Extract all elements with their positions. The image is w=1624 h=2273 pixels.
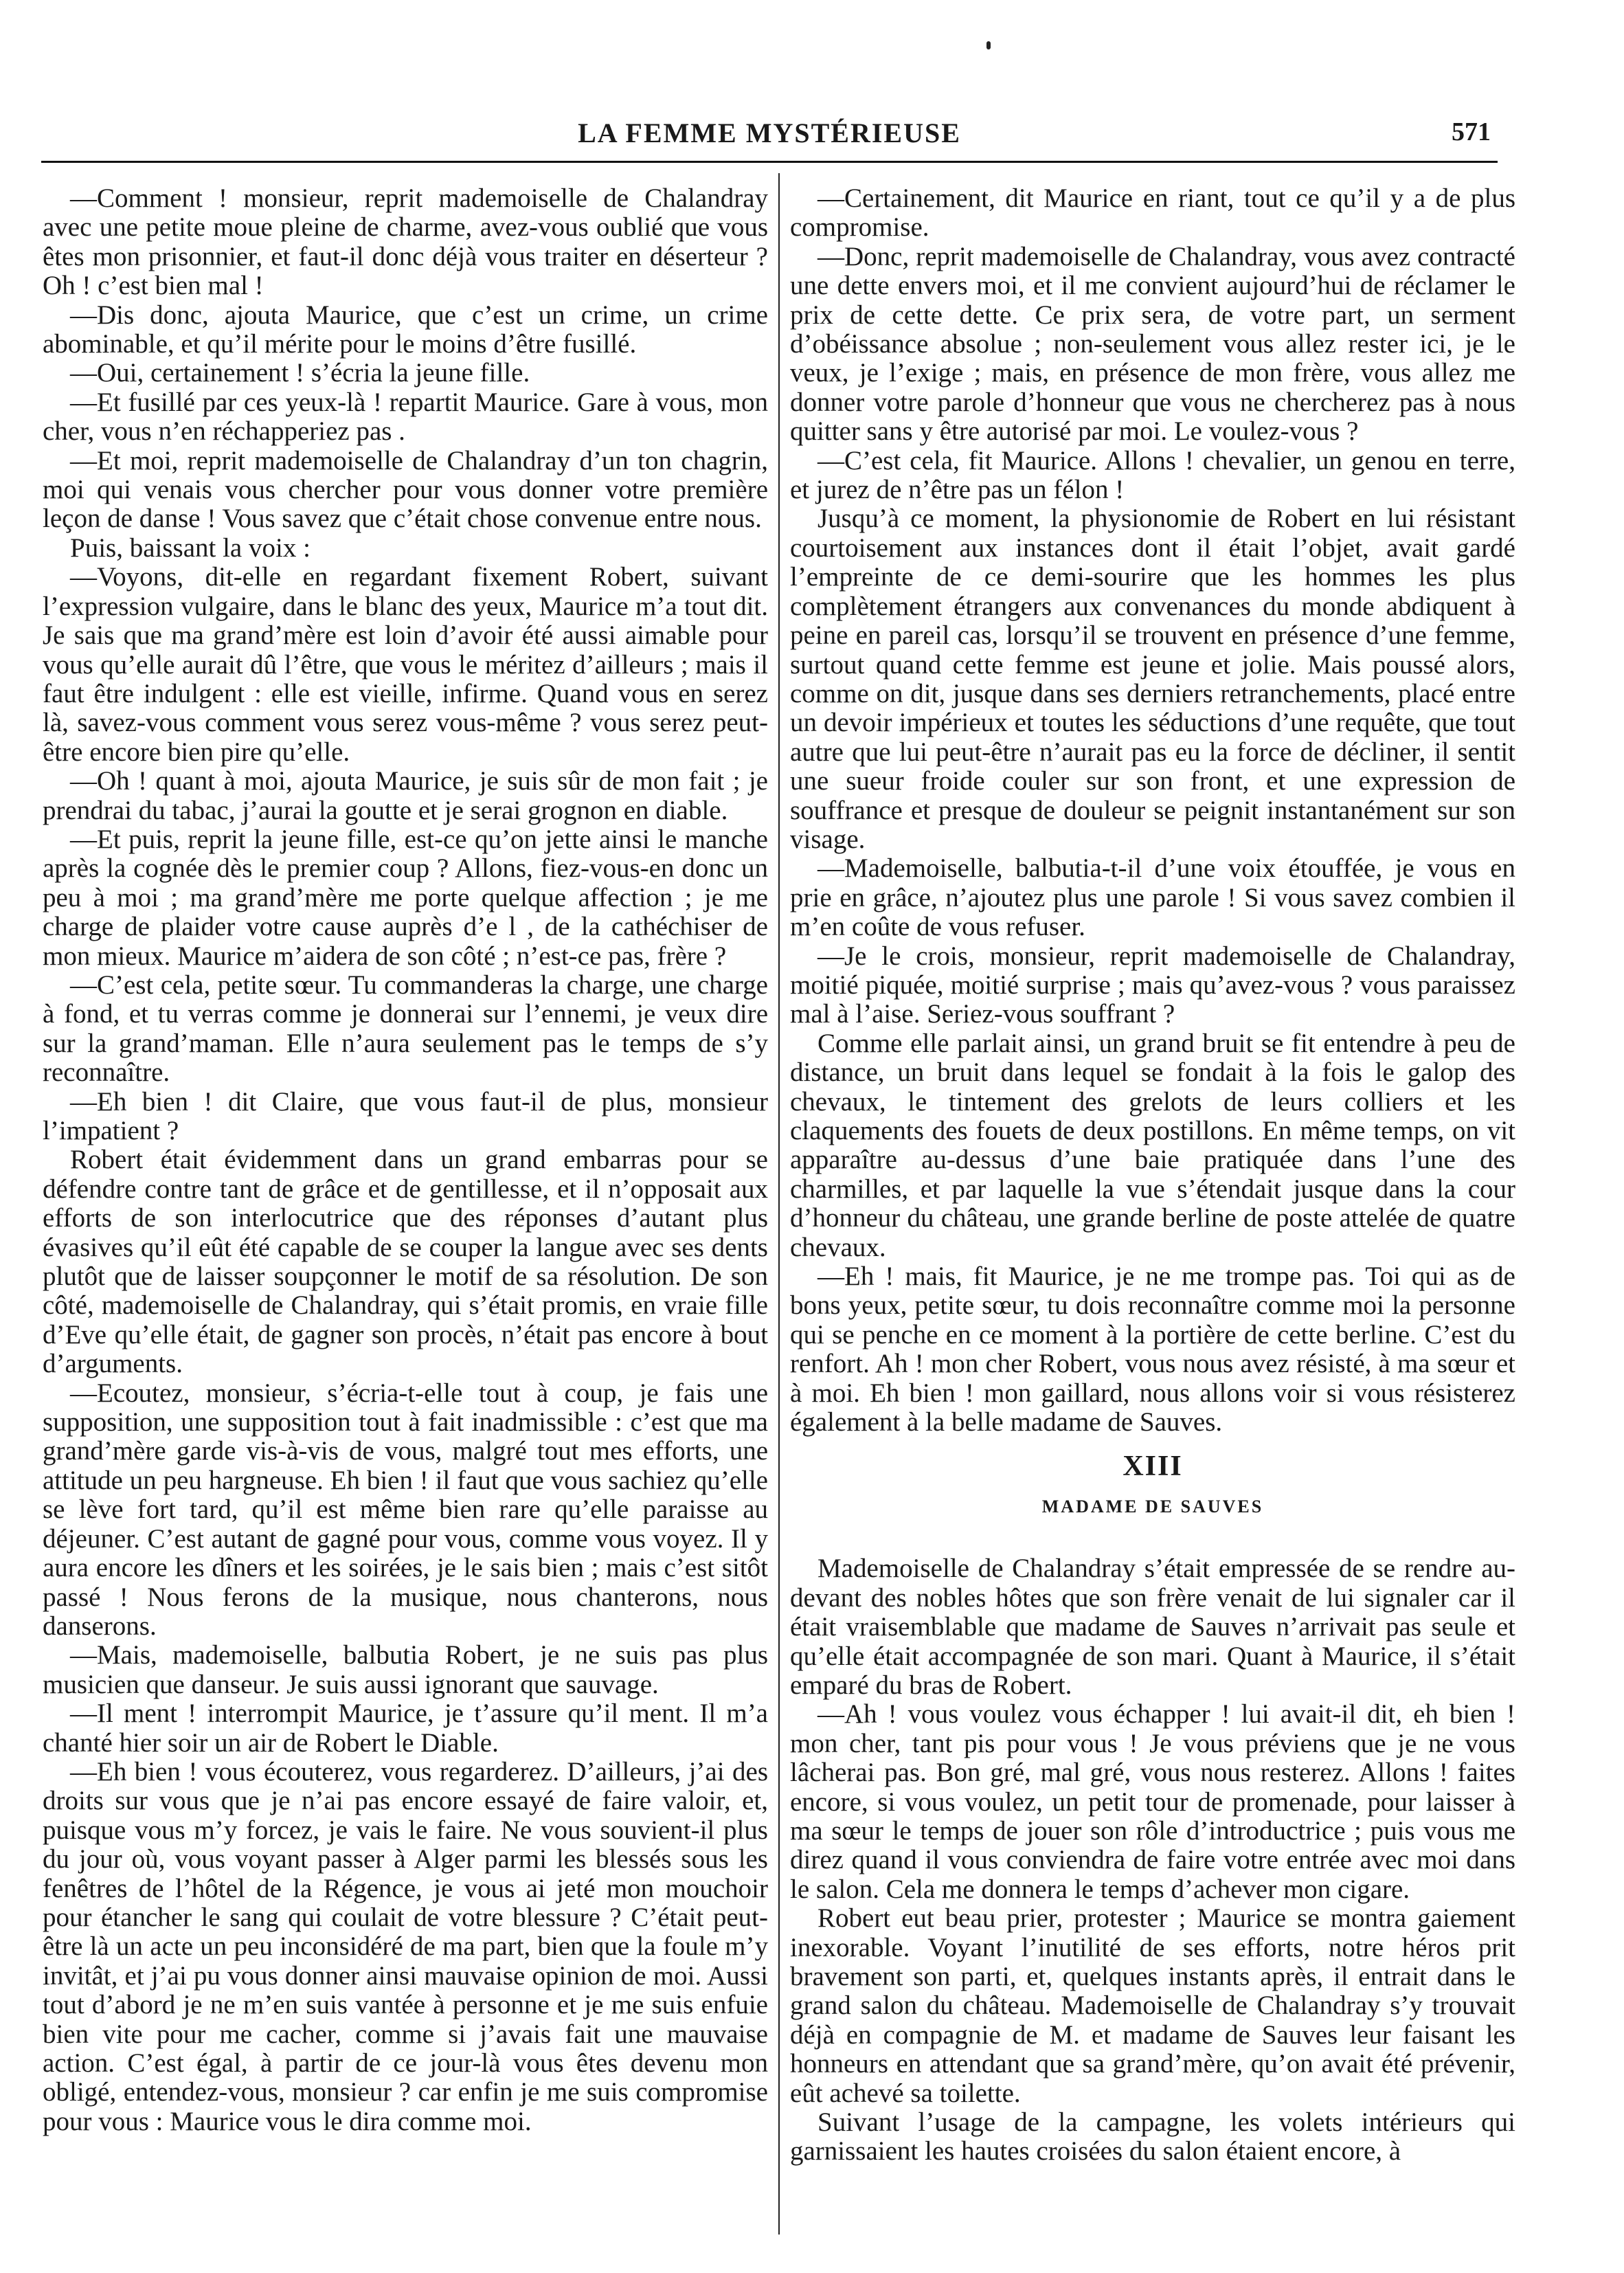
paragraph: —Eh ! mais, fit Maurice, je ne me trompe pas. Toi qui as de bons yeux, petite sœur, tu dois reconnaître comme moi la personne qui se penche en ce moment à la portière de cette berline. C’est du renfort. Ah ! mon cher Robert, vous nous avez résisté, à ma sœur et à moi. Eh bien ! mon gaillard, nous allons voir si vous résisterez également à la belle madame de Sauves. bbox=[790, 1262, 1515, 1437]
paragraph: —Certainement, dit Maurice en riant, tout ce qu’il y a de plus compromise. bbox=[790, 183, 1515, 243]
right-column-text-after bbox=[790, 1554, 1515, 2166]
paragraph: —Je le crois, monsieur, reprit mademoiselle de Chalandray, moitié piquée, moitié surprise ; mais qu’avez-vous ? vous paraissez mal à l’aise. Seriez-vous souffrant ? bbox=[790, 941, 1515, 1029]
paragraph: Suivant l’usage de la campagne, les volets intérieurs qui garnissaient les hautes croisées du salon étaient encore, à bbox=[790, 2107, 1515, 2166]
paragraph: —Eh bien ! vous écouterez, vous regarderez. D’ailleurs, j’ai des droits sur vous que je n’ai pas encore essayé de faire valoir, et, puisque vous m’y forcez, je vais le faire. Ne vous souvient-il plus du jour où, vous voyant passer à Alger parmi les blessés sous les fenêtres de l’hôtel de la Régence, je vous ai jeté mon mouchoir pour étancher le sang qui coulait de votre blessure ? C’était peut-être là un acte un peu inconsidéré de ma part, bien que la foule m’y invitât, et j’ai pu vous donner ainsi mauvaise opinion de moi. Aussi tout d’abord je ne m’en suis vantée à personne et je me suis enfuie bien vite pour me cacher, comme si j’avais fait une mauvaise action. C’est égal, à partir de ce jour-là vous êtes devenu mon obligé, entendez-vous, monsieur ? car enfin je me suis compromise pour vous : Maurice vous le dira comme moi. bbox=[43, 1756, 768, 2136]
paragraph: —Eh bien ! dit Claire, que vous faut-il de plus, monsieur l’impatient ? bbox=[43, 1086, 768, 1145]
running-title: LA FEMME MYSTÉRIEUSE bbox=[578, 117, 961, 148]
right-column-text-before bbox=[790, 184, 1515, 1437]
paragraph: —Oh ! quant à moi, ajouta Maurice, je suis sûr de mon fait ; je prendrai du tabac, j’aurai la goutte et je serai grognon en diable. bbox=[43, 766, 768, 825]
paragraph: Jusqu’à ce moment, la physionomie de Robert en lui résistant courtoisement aux instances dont il était l’objet, avait gardé l’empreinte de ce demi-sourire que les hommes les plus complètement étrangers aux convenances du monde abdiquent à peine en pareil cas, lorsqu’il se trouvent en présence d’une femme, surtout quand cette femme est jeune et jolie. Mais poussé alors, comme on dit, jusque dans ses derniers retranchements, placé entre un devoir impérieux et toutes les séductions d’une requête, que tout autre que lui peut-être n’aurait pas eu la force de décliner, il sentit une sueur froide couler sur son front, et une expression de souffrance et presque de douleur se peignit instantanément sur son visage. bbox=[790, 504, 1515, 854]
chapter-number: XIII bbox=[1123, 1451, 1183, 1483]
ink-speck bbox=[986, 41, 991, 49]
paragraph: Mademoiselle de Chalandray s’était empressée de se rendre au-devant des nobles hôtes que son frère venait de lui signaler car il était vraisemblable que madame de Sauves n’arrivait pas seule et qu’elle était accompagnée de son mari. Quant à Maurice, il s’était emparé du bras de Robert. bbox=[790, 1554, 1515, 1700]
paragraph: —Et puis, reprit la jeune fille, est-ce qu’on jette ainsi le manche après la cognée dès le premier coup ? Allons, fiez-vous-en donc un peu à moi ; ma grand’mère me porte quelque affection ; je me charge de plaider votre cause auprès d’e l , de la cathéchiser de mon mieux. Maurice m’aidera de son côté ; n’est-ce pas, frère ? bbox=[43, 824, 768, 971]
paragraph: —Donc, reprit mademoiselle de Chalandray, vous avez contracté une dette envers moi, et il me convient aujourd’hui de réclamer le prix de cette dette. Ce prix sera, de votre part, un serment d’obéissance absolue ; non-seulement vous allez rester ici, je le veux, je l’exige ; mais, en présence de mon frère, vous allez me donner votre parole d’honneur que vous ne chercherez pas à nous quitter sans y être autorisé par moi. Le voulez-vous ? bbox=[790, 241, 1515, 447]
page-number: 571 bbox=[1452, 117, 1491, 146]
paragraph: Puis, baissant la voix : bbox=[70, 533, 311, 563]
paragraph: —C’est cela, fit Maurice. Allons ! chevalier, un genou en terre, et jurez de n’être pas un félon ! bbox=[790, 445, 1515, 505]
paragraph: —Il ment ! interrompit Maurice, je t’assure qu’il ment. Il m’a chanté hier soir un air de Robert le Diable. bbox=[43, 1699, 768, 1758]
paragraph: —Et fusillé par ces yeux-là ! repartit Maurice. Gare à vous, mon cher, vous n’en réchapperiez pas . bbox=[43, 387, 768, 447]
paragraph: —Et moi, reprit mademoiselle de Chalandray d’un ton chagrin, moi qui venais vous chercher pour vous donner votre première leçon de danse ! Vous savez que c’était chose convenue entre nous. bbox=[43, 445, 768, 534]
paragraph: Robert eut beau prier, protester ; Maurice se montra gaiement inexorable. Voyant l’inutilité de ses efforts, notre héros prit bravement son parti, et, quelques instants après, il entrait dans le grand salon du château. Mademoiselle de Chalandray s’y trouvait déjà en compagnie de M. et madame de Sauves leur faisant les honneurs en attendant que sa grand’mère, qu’on avait été prévenir, eût achevé sa toilette. bbox=[790, 1903, 1515, 2108]
paragraph: —Mais, mademoiselle, balbutia Robert, je ne suis pas plus musicien que danseur. Je suis aussi ignorant que sauvage. bbox=[43, 1640, 768, 1699]
right-column bbox=[790, 184, 1515, 2166]
paragraph: —Dis donc, ajouta Maurice, que c’est un crime, un crime abominable, et qu’il mérite pour le moins d’être fusillé. bbox=[43, 300, 768, 359]
paragraph: Comme elle parlait ainsi, un grand bruit se fit entendre à peu de distance, un bruit dans lequel se fondait à la fois le galop des chevaux, le tintement des grelots de leurs colliers et les claquements des fouets de deux postillons. En même temps, on vit apparaître au-dessus d’une baie pratiquée dans l’une des charmilles, et par laquelle la vue s’étendait jusque dans la cour d’honneur du château, une grande berline de poste attelée de quatre chevaux. bbox=[790, 1028, 1515, 1262]
column-divider bbox=[778, 173, 780, 2235]
paragraph: —Comment ! monsieur, reprit mademoiselle de Chalandray avec une petite moue pleine de charme, avez-vous oublié que vous êtes mon prisonnier, et faut-il donc déjà vous traiter en déserteur ? Oh ! c’est bien mal ! bbox=[43, 183, 768, 301]
paragraph: —Ah ! vous voulez vous échapper ! lui avait-il dit, eh bien ! mon cher, tant pis pour vous ! Je vous préviens que je ne vous lâcherai pas. Bon gré, mal gré, vous nous resterez. Allons ! faites encore, si vous voulez, un petit tour de promenade, pour laisser à ma sœur le temps de jouer son rôle d’introductrice ; puis vous me direz quand il vous conviendra de faire votre entrée avec moi dans le salon. Cela me donnera le temps d’achever mon cigare. bbox=[790, 1699, 1515, 1904]
paragraph: —Voyons, dit-elle en regardant fixement Robert, suivant l’expression vulgaire, dans le blanc des yeux, Maurice m’a tout dit. Je sais que ma grand’mère est loin d’avoir été aussi aimable pour vous qu’elle aurait dû l’être, que vous le méritez d’ailleurs ; mais il faut être indulgent : elle est vieille, infirme. Quand vous en serez là, savez-vous comment vous serez vous-même ? vous serez peut-être encore bien pire qu’elle. bbox=[43, 562, 768, 767]
paragraph: —Mademoiselle, balbutia-t-il d’une voix étouffée, je vous en prie en grâce, n’ajoutez plus une parole ! Si vous savez combien il m’en coûte de vous refuser. bbox=[790, 853, 1515, 942]
paragraph: —Oui, certainement ! s’écria la jeune fille. bbox=[70, 358, 530, 388]
left-column bbox=[43, 184, 768, 2136]
header-rule bbox=[41, 161, 1498, 163]
running-header bbox=[41, 117, 1498, 158]
chapter-title: MADAME DE SAUVES bbox=[1041, 1496, 1264, 1516]
paragraph: —C’est cela, petite sœur. Tu commanderas la charge, une charge à fond, et tu verras comme je donnerai sur l’ennemi, je veux dire sur la grand’maman. Elle n’aura seulement pas le temps de s’y reconnaître. bbox=[43, 970, 768, 1088]
paragraph: —Ecoutez, monsieur, s’écria-t-elle tout à coup, je fais une supposition, une supposition tout à fait inadmissible : c’est que ma grand’mère garde vis-à-vis de vous, malgré tout mes efforts, une attitude un peu hargneuse. Eh bien ! il faut que vous sachiez qu’elle se lève fort tard, qu’il est même bien rare qu’elle paraisse au déjeuner. C’est autant de gagné pour vous, comme vous voyez. Il y aura encore les dîners et les soirées, je le sais bien ; mais c’est sitôt passé ! Nous ferons de la musique, nous chanterons, nous danserons. bbox=[43, 1378, 768, 1641]
paragraph: Robert était évidemment dans un grand embarras pour se défendre contre tant de grâce et de gentillesse, et il n’opposait aux efforts de son interlocutrice que des réponses d’autant plus évasives qu’il eût été capable de se couper la langue avec ses dents plutôt que de laisser soupçonner le motif de sa résolution. De son côté, mademoiselle de Chalandray, qui s’était promis, en vraie fille d’Eve qu’elle était, de gagner son procès, n’était pas encore à bout d’arguments. bbox=[43, 1145, 768, 1379]
